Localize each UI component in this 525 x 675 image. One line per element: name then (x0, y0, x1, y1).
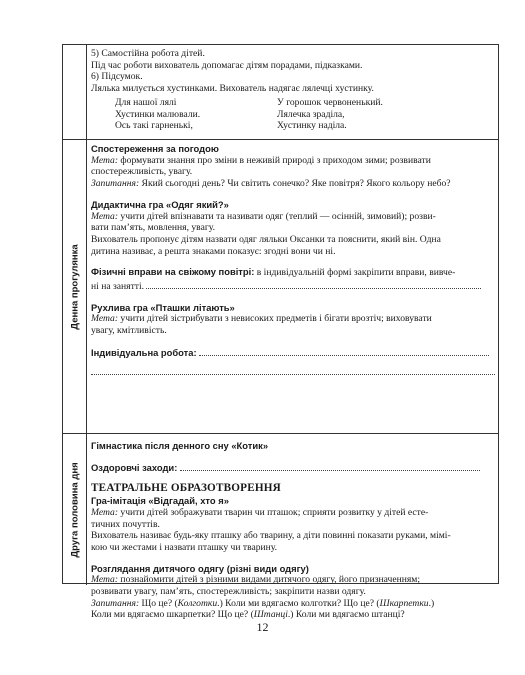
observation-goal-cont: спостережливість, увагу. (91, 166, 193, 178)
activity-content (87, 45, 498, 139)
poem-line: Лялечка зраділа, (277, 108, 345, 120)
questions-text: .) Коли ми вдягаємо штанці? (287, 609, 405, 621)
poem-line: Для нашої лялі (115, 96, 177, 108)
walk-row (63, 139, 498, 433)
fill-line (180, 461, 480, 471)
imitation-game-title: Гра-імітація «Відгадай, хто я» (91, 495, 229, 507)
gymnastics-title: Гімнастика після денного сну «Котик» (91, 440, 269, 451)
physical-exercise-text-cont: ні на занятті. (91, 281, 145, 293)
didactic-game-title: Дидактична гра «Одяг який?» (91, 198, 229, 210)
didactic-description: Вихователь пропонує дітям назвати одяг ляльки Оксанки та пояснити, який він. Одна (91, 233, 441, 245)
individual-work (91, 346, 492, 360)
row-label-cell (63, 45, 87, 139)
outdoor-game-title: Рухлива гра «Пташки літають» (91, 301, 235, 313)
goal-label: Мета: (91, 506, 119, 518)
poem-line: Хустинки малювали. (115, 108, 201, 120)
questions-text: Що це? ( (139, 597, 178, 609)
step-line: Лялька милується хустинками. Вихователь надягає лялечці хустинку. (91, 83, 374, 95)
questions-text: .) (428, 597, 435, 609)
questions-text: Який сьогодні день? Чи світить сонечко? Яке повітря? Якого кольору небо? (139, 178, 451, 190)
afternoon-label: Друга половина дня (69, 461, 80, 558)
afternoon-row (63, 433, 498, 621)
poem (91, 97, 492, 132)
clothes-goal (91, 574, 492, 586)
imitation-description-cont: кою чи жестами і назвати пташку чи тварину. (91, 541, 278, 553)
page-number: 12 (256, 620, 269, 634)
walk-label: Денна прогулянка (69, 243, 80, 330)
observation-questions (91, 178, 492, 190)
plan-table (62, 44, 499, 621)
goal-label: Мета: (91, 313, 119, 325)
poem-line: У горошок червоненький. (277, 96, 383, 108)
didactic-goal-cont: вати пам’ять, мовлення, увагу. (91, 222, 215, 234)
goal-text: учити дітей зістрибувати з невисоких предметів і бігати врозтіч; виховувати (118, 313, 432, 325)
observation-goal (91, 155, 492, 167)
fill-line (91, 365, 495, 375)
physical-exercise (91, 266, 492, 279)
physical-exercise-cont (91, 279, 492, 293)
goal-label: Мета: (91, 154, 119, 166)
fill-line (199, 346, 489, 356)
goal-text: учити дітей зображувати тварин чи пташок; сприяти розвитку у дітей есте- (118, 506, 429, 518)
clothes-title: Розглядання дитячого одягу (різні види одягу) (91, 562, 309, 574)
physical-exercise-text: в індивідуальній формі закріпити вправи, вивче- (254, 267, 456, 279)
step-line: 5) Самостійна робота дітей. (91, 48, 205, 59)
poem-line: Ось такі гарненькі, (115, 120, 193, 132)
didactic-description-cont: дитина називає, а решта знаками показує: згодні вони чи ні. (91, 245, 336, 257)
imitation-goal-cont: тичних почуттів. (91, 518, 160, 530)
answer-text: Шкарпетки (379, 597, 429, 609)
answer-text: Штанці (253, 609, 288, 621)
afternoon-content (87, 434, 498, 621)
physical-exercise-title: Фізичні вправи на свіжому повітрі: (91, 266, 255, 278)
step-line: 6) Підсумок. (91, 71, 143, 83)
questions-text: Коли ми вдягаємо шкарпетки? Що це? ( (91, 609, 254, 621)
clothes-questions (91, 598, 492, 610)
answer-text: Колготки (177, 597, 218, 609)
imitation-goal (91, 507, 492, 519)
questions-label: Запитання: (91, 597, 140, 609)
health-measures (91, 461, 492, 475)
poem-line: Хустинку наділа. (277, 120, 347, 132)
health-measures-title: Оздоровчі заходи: (91, 461, 178, 473)
goal-text: учити дітей впізнавати та називати одяг (теплий — осінній, зимовий); розви- (118, 210, 436, 222)
questions-label: Запитання: (91, 178, 140, 190)
imitation-description: Вихователь називає будь-яку пташку або тварину, а діти повинні показати руками, мімі- (91, 530, 451, 542)
walk-content (87, 140, 498, 433)
goal-label: Мета: (91, 574, 119, 586)
observation-title: Спостереження за погодою (91, 143, 219, 154)
poem-right-column (277, 97, 439, 132)
goal-label: Мета: (91, 210, 119, 222)
poem-left-column (115, 97, 277, 132)
questions-text: .) Коли ми вдягаємо колготки? Що це? ( (217, 597, 380, 609)
goal-text: формувати знання про зміни в неживій природі з приходом зими; розвивати (118, 154, 431, 166)
individual-work-title: Індивідуальна робота: (91, 346, 197, 358)
row-label-cell (63, 434, 87, 585)
clothes-goal-cont: розвивати увагу, пам’ять, спостережливість; закріпити назви одягу. (91, 586, 366, 598)
fill-line (146, 279, 481, 289)
outdoor-game-goal (91, 313, 492, 325)
didactic-goal (91, 211, 492, 223)
goal-text: познайомити дітей з різними видами дитячого одягу, його призначенням; (118, 574, 421, 586)
activity-row (63, 45, 498, 139)
step-line: Під час роботи вихователь допомагає дітям порадами, підказками. (91, 59, 363, 71)
row-label-cell (63, 140, 87, 433)
outdoor-game-goal-cont: увагу, кмітливість. (91, 325, 167, 337)
theatre-title: ТЕАТРАЛЬНЕ ОБРАЗОТВОРЕННЯ (91, 482, 281, 495)
